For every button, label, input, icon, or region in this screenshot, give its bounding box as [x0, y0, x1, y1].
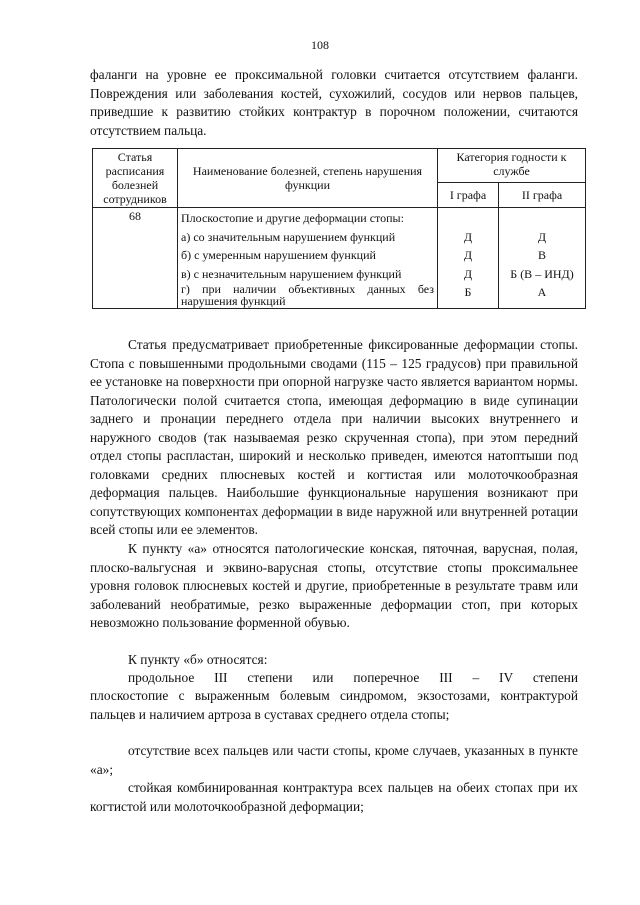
intro-line: фаланги на уровне ее проксимальной головки считается отсутствием — [90, 67, 520, 82]
header-category: Категория годности к службе — [438, 149, 586, 183]
paragraph-item-b-text: стойкая комбинированная контрактура всех пальцев на обеих стопах при их когтистой или молоточкообразной деформации; — [90, 780, 578, 814]
condition-item: г) при наличии объективных данных без нарушения функций — [181, 282, 434, 308]
header-column-1: I графа — [438, 183, 499, 208]
table-header-row — [93, 149, 586, 183]
condition-item: б) с умеренным нарушением функций — [181, 248, 376, 262]
category-column-1 — [438, 208, 499, 309]
paragraph-description: Статья предусматривает приобретенные фиксированные деформации стопы. Стопа с повышенными продольными сводами (115 – 125 градусов) при правильной ее установке на поверхности при опорной нагрузке часто является вариантом нормы. Патологически полой считается стопа, имеющая деформацию в виде супинации заднего и пронации переднего отдела при наличии высоких внутреннего и наружного сводов (так называемая резко скрученная стопа), при этом передний отдел стопы распластан, широкий и несколько приведен, имеются натоптыши под головками средних плюсневых костей и когтистая или молоточкообразная деформация пальцев. Наибольшие функциональные нарушения возникают при сопутствующих компонентах деформации в виде наружной или внутренней ротации всей стопы или ее элементов. — [90, 337, 578, 537]
paragraph-item-b-heading: К пункту «б» относятся: — [128, 652, 268, 667]
category-column-2 — [499, 208, 586, 309]
page-number: 108 — [311, 38, 329, 52]
category-value: Б (В – ИНД) — [510, 266, 574, 281]
category-value: В — [537, 248, 546, 262]
condition-item: а) со значительным нарушением функций — [181, 229, 396, 244]
table-row — [93, 208, 586, 309]
intro-line: нервов пальцев, приведшие к развитию стойких контрактур в порочном — [90, 85, 578, 119]
category-value: Б — [464, 285, 472, 299]
header-article: Статья расписания болезней сотрудников — [93, 149, 178, 208]
paragraph-item-b-text: отсутствие всех пальцев или части стопы, кроме случаев, указанных в пункте «а»; — [90, 743, 578, 777]
category-value: Д — [537, 229, 547, 244]
fitness-category-table — [92, 148, 586, 309]
header-column-2: II графа — [499, 183, 586, 208]
intro-line: положении, считаются отсутствием пальца. — [90, 104, 578, 138]
intro-paragraph — [90, 66, 578, 140]
paragraph-item-a: К пункту «а» относятся патологические конская, пяточная, варусная, полая, плоско-вальгусная и эквино-варусная стопы, отсутствие стопы проксимальнее уровня головок плюсневых костей и другие, приобретенные в результате травм или заболеваний необратимые, резко выраженные деформации стоп, при которых невозможно пользование форменной обувью. — [90, 541, 578, 630]
paragraph-item-b-line: продольное III степени или поперечное III – IV степени — [128, 670, 578, 685]
header-disease-name: Наименование болезней, степень нарушения функции — [178, 149, 438, 208]
article-number: 68 — [93, 208, 178, 309]
category-value: Д — [463, 266, 473, 281]
paragraph-item-b-text: плоскостопие с выраженным болевым синдромом, экзостозами, контрактурой пальцев и наличием артроза в суставах среднего отдела стопы; — [90, 688, 578, 722]
condition-item: в) с незначительным нарушением функций — [181, 266, 402, 281]
category-value: Д — [463, 229, 473, 244]
condition-title: Плоскостопие и другие деформации стопы: — [181, 211, 404, 225]
condition-list — [178, 208, 438, 309]
intro-line: фаланги. Повреждения или заболевания костей, сухожилий, сосудов или — [90, 67, 578, 101]
category-value: Д — [463, 248, 473, 262]
category-value: А — [537, 285, 547, 299]
